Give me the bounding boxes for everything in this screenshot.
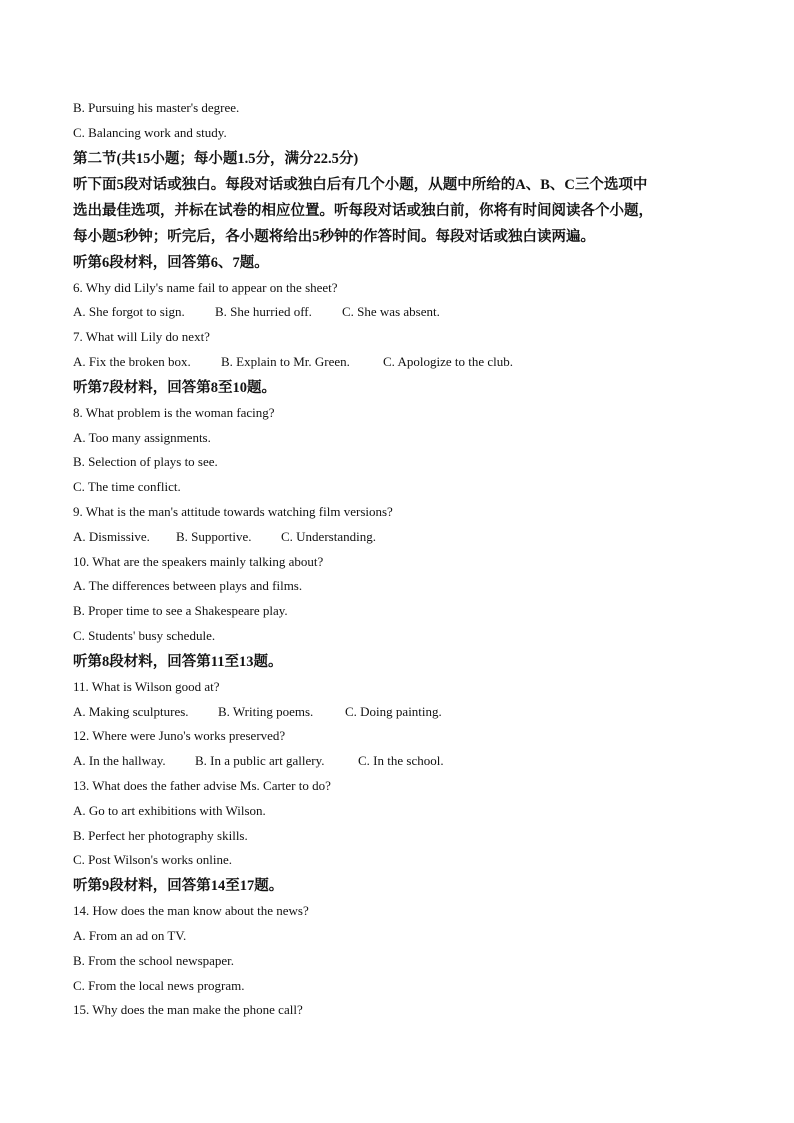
instruction-line: 每小题5秒钟；听完后，各小题将给出5秒钟的作答时间。每段对话或独白读两遍。 xyxy=(73,228,595,245)
option-c: C. Understanding. xyxy=(281,528,376,544)
option-c: C. Apologize to the club. xyxy=(383,353,513,369)
option-b: B. Supportive. xyxy=(176,528,252,544)
section-instructions xyxy=(73,172,728,250)
question-15: 15. Why does the man make the phone call? xyxy=(73,1002,303,1018)
group-heading: 听第7段材料，回答第8至10题。 xyxy=(73,379,276,396)
question-11: 11. What is Wilson good at? xyxy=(73,678,220,694)
option-line: B. Pursuing his master's degree. xyxy=(73,100,240,115)
question-7: 7. What will Lily do next? xyxy=(73,329,210,345)
option-a: A. Dismissive. xyxy=(73,528,150,544)
option-c: C. She was absent. xyxy=(342,304,440,320)
option-c: C. In the school. xyxy=(358,753,444,769)
option-a: A. Making sculptures. xyxy=(73,703,189,719)
option-a: A. She forgot to sign. xyxy=(73,304,185,320)
option-line: A. Go to art exhibitions with Wilson. xyxy=(73,802,266,818)
option-line: B. Selection of plays to see. xyxy=(73,454,218,470)
instruction-line: 听下面5段对话或独白。每段对话或独白后有几个小题，从题中所给的A、B、C三个选项中 xyxy=(73,176,648,193)
question-12: 12. Where were Juno's works preserved? xyxy=(73,728,286,744)
option-a: A. Fix the broken box. xyxy=(73,353,191,369)
option-b: B. In a public art gallery. xyxy=(195,753,325,769)
option-a: A. In the hallway. xyxy=(73,753,166,769)
question-9: 9. What is the man's attitude towards watching film versions? xyxy=(73,503,393,519)
group-heading: 听第6段材料，回答第6、7题。 xyxy=(73,254,269,271)
document-page xyxy=(73,96,733,1023)
question-6-options xyxy=(73,300,733,325)
section-title: 第二节(共15小题；每小题1.5分，满分22.5分) xyxy=(73,150,359,167)
question-14: 14. How does the man know about the news? xyxy=(73,903,309,919)
instruction-line: 选出最佳选项，并标在试卷的相应位置。听每段对话或独白前，你将有时间阅读各个小题， xyxy=(73,202,653,219)
group-heading: 听第8段材料，回答第11至13题。 xyxy=(73,653,283,670)
question-9-options xyxy=(73,525,733,550)
question-11-options xyxy=(73,700,733,725)
option-c: C. Doing painting. xyxy=(345,703,442,719)
option-line: B. Proper time to see a Shakespeare play. xyxy=(73,603,288,619)
option-line: C. Post Wilson's works online. xyxy=(73,852,233,868)
option-line: A. The differences between plays and films. xyxy=(73,578,303,594)
option-line: B. Perfect her photography skills. xyxy=(73,827,248,843)
option-line: A. Too many assignments. xyxy=(73,429,211,445)
option-line: C. The time conflict. xyxy=(73,479,181,495)
option-b: B. Explain to Mr. Green. xyxy=(221,353,350,369)
option-line: C. Balancing work and study. xyxy=(73,124,227,140)
option-b: B. Writing poems. xyxy=(218,703,314,719)
group-heading: 听第9段材料，回答第14至17题。 xyxy=(73,878,284,895)
question-13: 13. What does the father advise Ms. Carter to do? xyxy=(73,777,331,793)
option-line: C. From the local news program. xyxy=(73,977,245,993)
option-line: A. From an ad on TV. xyxy=(73,927,187,943)
question-6: 6. Why did Lily's name fail to appear on the sheet? xyxy=(73,279,338,295)
question-10: 10. What are the speakers mainly talking about? xyxy=(73,553,324,569)
option-b: B. She hurried off. xyxy=(215,304,312,320)
question-12-options xyxy=(73,749,733,774)
question-8: 8. What problem is the woman facing? xyxy=(73,404,275,420)
option-line: C. Students' busy schedule. xyxy=(73,627,216,643)
question-7-options xyxy=(73,350,733,375)
option-line: B. From the school newspaper. xyxy=(73,952,235,968)
